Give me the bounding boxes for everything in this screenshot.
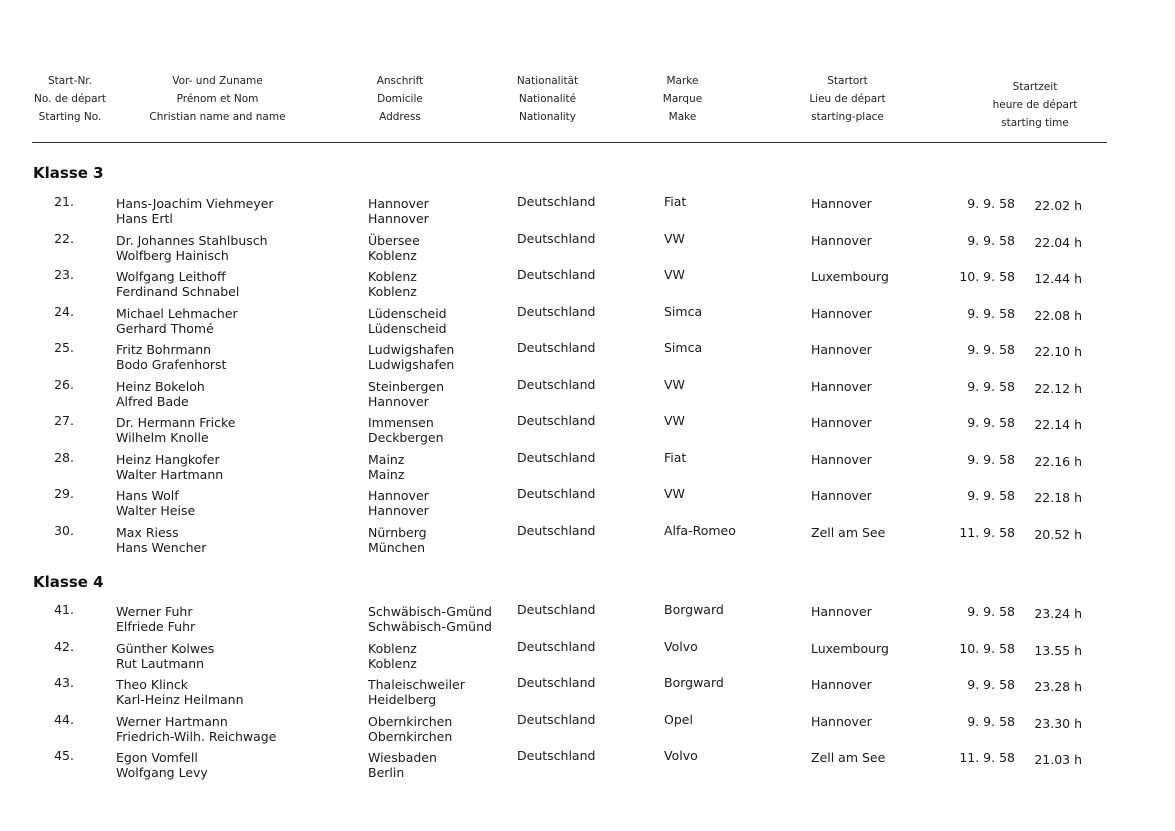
entry-address-codriver: Koblenz (368, 284, 417, 299)
table-row (0, 712, 1175, 749)
class-heading-4: Klasse 4 (33, 573, 104, 591)
entry-start-date: 9. 9. 58 (967, 232, 1015, 248)
entry-crew (116, 306, 238, 336)
entry-start-place: Luxembourg (811, 269, 889, 284)
entry-address-driver: Schwäbisch-Gmünd (368, 604, 492, 619)
table-row (0, 639, 1175, 676)
entry-nationality: Deutschland (517, 522, 596, 538)
entry-address (368, 641, 417, 671)
entry-codriver: Wilhelm Knolle (116, 430, 209, 445)
entry-start-place: Hannover (811, 378, 872, 394)
entry-make: VW (664, 376, 685, 392)
entry-crew (116, 714, 276, 744)
entry-make: Volvo (664, 638, 698, 654)
entry-codriver: Rut Lautmann (116, 655, 205, 671)
entry-driver: Dr. Hermann Fricke (116, 415, 236, 430)
entry-codriver: Ferdinand Schnabel (116, 284, 240, 299)
entry-crew (116, 269, 239, 299)
entry-nationality: Deutschland (517, 267, 596, 282)
table-row (0, 340, 1175, 377)
entry-codriver: Alfred Bade (116, 393, 189, 409)
entry-start-place: Hannover (811, 232, 872, 248)
entry-address-driver: Thaleischweiler (368, 677, 465, 692)
entry-start-time: 13.55 h (1034, 642, 1082, 658)
entry-address-codriver: Hannover (368, 393, 429, 409)
entry-address-codriver: Koblenz (368, 247, 417, 263)
header-address: Anschrift Domicile Address (376, 75, 424, 123)
column-headers (0, 72, 1175, 132)
entry-address-codriver: Hannover (368, 211, 429, 226)
entry-number: 23. (54, 267, 74, 282)
entry-address (368, 342, 454, 372)
entry-crew (116, 641, 214, 671)
entry-address-driver: Ludwigshafen (368, 342, 455, 357)
table-row (0, 602, 1175, 639)
header-start-no: Start-Nr. No. de départ Starting No. (34, 75, 106, 123)
entry-codriver: Walter Hartmann (116, 466, 224, 482)
entry-crew (116, 379, 205, 409)
entry-number: 26. (54, 376, 74, 392)
header-name: Vor- und Zuname Prénom et Nom Christian name and name (149, 75, 286, 123)
table-row (0, 304, 1175, 341)
table-row (0, 231, 1175, 268)
entry-start-time: 22.18 h (1034, 490, 1082, 505)
entry-make: VW (664, 230, 685, 246)
entry-nationality: Deutschland (517, 303, 596, 319)
entry-start-place: Hannover (811, 604, 872, 619)
entry-address-driver: Lüdenscheid (368, 305, 447, 321)
entry-driver: Günther Kolwes (116, 640, 215, 656)
entry-address-codriver: München (368, 539, 426, 555)
entry-make: Simca (664, 340, 703, 355)
entry-address-driver: Wiesbaden (368, 750, 437, 765)
entry-start-time: 12.44 h (1034, 271, 1082, 286)
entry-codriver: Walter Heise (116, 503, 196, 518)
entry-crew (116, 233, 268, 263)
entry-address-codriver: Ludwigshafen (368, 357, 455, 372)
entry-start-place: Hannover (811, 196, 872, 211)
entry-start-date: 10. 9. 58 (959, 640, 1015, 656)
entry-nationality: Deutschland (517, 230, 596, 246)
entry-address-codriver: Heidelberg (368, 692, 437, 707)
entry-nationality: Deutschland (517, 376, 596, 392)
table-row (0, 377, 1175, 414)
entry-address-driver: Koblenz (368, 269, 417, 284)
entry-address-codriver: Schwäbisch-Gmünd (368, 619, 492, 634)
entry-driver: Werner Hartmann (116, 713, 228, 729)
entry-number: 43. (54, 675, 74, 690)
entry-address (368, 379, 444, 409)
entry-start-place: Hannover (811, 451, 872, 467)
entry-start-date: 11. 9. 58 (959, 524, 1015, 540)
class-heading-3: Klasse 3 (33, 164, 104, 182)
class-4-entries (0, 602, 1175, 785)
entry-codriver: Hans Ertl (116, 211, 173, 226)
entry-driver: Michael Lehmacher (116, 305, 238, 321)
entry-crew (116, 415, 235, 445)
entry-address-codriver: Koblenz (368, 655, 417, 671)
entry-driver: Max Riess (116, 524, 179, 540)
table-row (0, 486, 1175, 523)
entry-driver: Wolfgang Leithoff (116, 269, 226, 284)
entry-address-driver: Koblenz (368, 640, 417, 656)
entry-start-place: Hannover (811, 305, 872, 321)
entry-number: 24. (54, 303, 74, 319)
entry-address-driver: Mainz (368, 451, 405, 467)
entry-start-time: 22.14 h (1034, 417, 1082, 432)
entry-make: VW (664, 486, 685, 501)
entry-address (368, 604, 492, 634)
entry-address (368, 525, 427, 555)
entry-start-date: 9. 9. 58 (967, 415, 1015, 430)
entry-driver: Fritz Bohrmann (116, 342, 212, 357)
entry-start-date: 9. 9. 58 (967, 342, 1015, 357)
entry-address (368, 488, 429, 518)
entry-start-time: 22.08 h (1034, 307, 1082, 323)
table-row (0, 194, 1175, 231)
entry-address-codriver: Hannover (368, 503, 429, 518)
table-row (0, 748, 1175, 785)
entry-number: 44. (54, 711, 74, 727)
header-nationality: Nationalität Nationalité Nationality (516, 75, 579, 123)
entry-nationality: Deutschland (517, 486, 596, 501)
entry-address (368, 750, 437, 780)
entry-make: Fiat (664, 194, 687, 209)
entry-nationality: Deutschland (517, 449, 596, 465)
entry-crew (116, 488, 195, 518)
entry-make: VW (664, 413, 685, 428)
header-divider (32, 142, 1107, 143)
entry-start-time: 23.30 h (1034, 715, 1082, 731)
entry-driver: Hans Wolf (116, 488, 179, 503)
entry-address (368, 452, 404, 482)
entry-number: 27. (54, 413, 74, 428)
entry-number: 21. (54, 194, 74, 209)
entry-nationality: Deutschland (517, 748, 596, 763)
entry-start-time: 23.28 h (1034, 679, 1082, 694)
entry-crew (116, 750, 208, 780)
entry-driver: Dr. Johannes Stahlbusch (116, 232, 268, 248)
entry-codriver: Elfriede Fuhr (116, 619, 196, 634)
entry-codriver: Wolfberg Hainisch (116, 247, 229, 263)
entry-make: Volvo (664, 748, 698, 763)
entry-codriver: Gerhard Thomé (116, 320, 214, 336)
entry-make: Fiat (664, 449, 687, 465)
table-row (0, 413, 1175, 450)
table-row (0, 675, 1175, 712)
entry-make: Borgward (664, 602, 724, 617)
entry-number: 41. (54, 602, 74, 617)
header-make: Marke Marque Make (662, 75, 703, 123)
entry-address-codriver: Obernkirchen (368, 728, 453, 744)
entry-start-place: Hannover (811, 342, 872, 357)
entry-nationality: Deutschland (517, 602, 596, 617)
entry-start-date: 9. 9. 58 (967, 713, 1015, 729)
entry-number: 29. (54, 486, 74, 501)
entry-start-place: Hannover (811, 488, 872, 503)
entry-start-time: 22.04 h (1034, 234, 1082, 250)
header-start-place: Startort Lieu de départ starting-place (809, 75, 886, 123)
entry-codriver: Bodo Grafenhorst (116, 357, 227, 372)
entry-start-date: 9. 9. 58 (967, 378, 1015, 394)
entry-address-codriver: Berlin (368, 765, 405, 780)
entry-make: Opel (664, 711, 693, 727)
entry-number: 28. (54, 449, 74, 465)
entry-start-place: Hannover (811, 713, 872, 729)
entry-codriver: Hans Wencher (116, 539, 207, 555)
entry-address (368, 714, 452, 744)
entry-number: 22. (54, 230, 74, 246)
entry-make: VW (664, 267, 685, 282)
entry-address-driver: Hannover (368, 488, 429, 503)
entry-codriver: Wolfgang Levy (116, 765, 208, 780)
entry-address (368, 269, 417, 299)
entry-crew (116, 604, 195, 634)
table-row (0, 523, 1175, 560)
entry-nationality: Deutschland (517, 413, 596, 428)
entry-address-codriver: Mainz (368, 466, 405, 482)
entry-address (368, 677, 465, 707)
entry-address-driver: Nürnberg (368, 524, 427, 540)
class-3-entries (0, 194, 1175, 559)
entry-driver: Heinz Bokeloh (116, 378, 205, 394)
entry-make: Alfa-Romeo (664, 522, 736, 538)
entry-address-codriver: Lüdenscheid (368, 320, 447, 336)
entry-start-place: Hannover (811, 677, 872, 692)
table-row (0, 267, 1175, 304)
entry-crew (116, 196, 274, 226)
entry-start-time: 23.24 h (1034, 606, 1082, 621)
header-start-time: Startzeit heure de départ starting time (992, 81, 1078, 129)
entry-start-date: 9. 9. 58 (967, 451, 1015, 467)
entry-crew (116, 525, 206, 555)
entry-address (368, 196, 429, 226)
entry-nationality: Deutschland (517, 711, 596, 727)
entry-address (368, 415, 444, 445)
entry-address-codriver: Deckbergen (368, 430, 444, 445)
entry-address-driver: Hannover (368, 196, 429, 211)
entry-start-place: Hannover (811, 415, 872, 430)
entry-start-time: 22.12 h (1034, 380, 1082, 396)
entry-address-driver: Obernkirchen (368, 713, 453, 729)
table-row (0, 450, 1175, 487)
entry-start-date: 9. 9. 58 (967, 677, 1015, 692)
entry-driver: Heinz Hangkofer (116, 451, 220, 467)
entry-codriver: Karl-Heinz Heilmann (116, 692, 244, 707)
entry-nationality: Deutschland (517, 194, 596, 209)
entry-start-time: 20.52 h (1034, 526, 1082, 542)
entry-driver: Egon Vomfell (116, 750, 198, 765)
entry-nationality: Deutschland (517, 675, 596, 690)
entry-nationality: Deutschland (517, 638, 596, 654)
entry-number: 42. (54, 638, 74, 654)
entry-start-time: 22.02 h (1034, 198, 1082, 213)
entry-driver: Theo Klinck (116, 677, 189, 692)
entry-start-date: 11. 9. 58 (959, 750, 1015, 765)
entry-number: 30. (54, 522, 74, 538)
entry-start-date: 9. 9. 58 (967, 488, 1015, 503)
entry-crew (116, 342, 226, 372)
entry-start-time: 22.10 h (1034, 344, 1082, 359)
entry-start-time: 22.16 h (1034, 453, 1082, 469)
entry-start-date: 9. 9. 58 (967, 604, 1015, 619)
entry-number: 45. (54, 748, 74, 763)
entry-address (368, 306, 447, 336)
entry-start-date: 9. 9. 58 (967, 305, 1015, 321)
entry-driver: Werner Fuhr (116, 604, 193, 619)
entry-make: Borgward (664, 675, 724, 690)
entry-codriver: Friedrich-Wilh. Reichwage (116, 728, 277, 744)
entry-nationality: Deutschland (517, 340, 596, 355)
entry-start-date: 9. 9. 58 (967, 196, 1015, 211)
entry-address-driver: Übersee (368, 232, 420, 248)
entry-address-driver: Steinbergen (368, 378, 445, 394)
entry-address (368, 233, 420, 263)
entry-start-place: Luxembourg (811, 640, 889, 656)
entry-crew (116, 677, 244, 707)
entry-crew (116, 452, 223, 482)
entry-start-place: Zell am See (811, 524, 886, 540)
entry-start-time: 21.03 h (1034, 752, 1082, 767)
entry-start-place: Zell am See (811, 750, 886, 765)
entry-address-driver: Immensen (368, 415, 434, 430)
entry-make: Simca (664, 303, 703, 319)
entry-start-date: 10. 9. 58 (959, 269, 1015, 284)
entry-driver: Hans-Joachim Viehmeyer (116, 196, 274, 211)
entry-number: 25. (54, 340, 74, 355)
